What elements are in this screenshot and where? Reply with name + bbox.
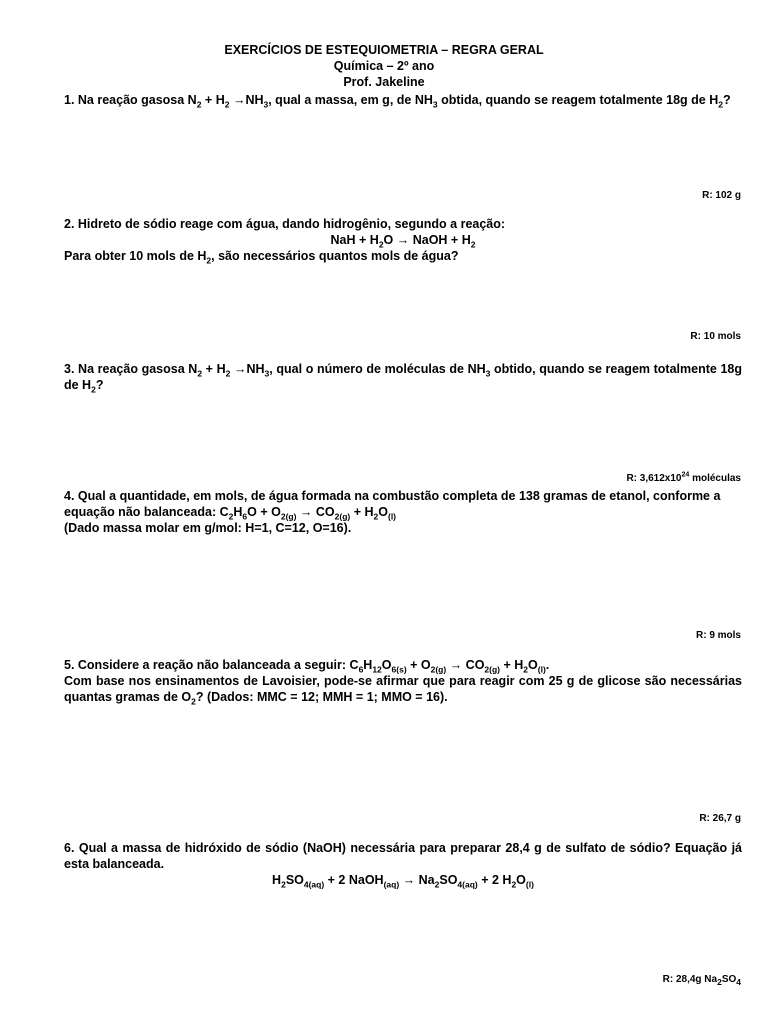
question-6 [64, 840, 742, 888]
question-5-text: Com base nos ensinamentos de Lavoisier, pode-se afirmar que para reagir com 25 g de glicose são necessárias quantas gramas de $O_2$? (Dados: MMC = 12; MMH = 1; MMO = 16). [64, 674, 742, 707]
question-1: 1. Na reação gasosa $N_2 + H_2 \to NH_3$, qual a massa, em g, de $NH_3$ obtida, quando se reagem totalmente 18g de $H_2$? [64, 93, 731, 110]
question-4-data: (Dado massa molar em g/mol: H=1, C=12, O=16). [64, 521, 352, 535]
worksheet-subject: Química – 2º ano [333, 59, 435, 73]
question-5 [64, 657, 742, 705]
question-4-text: 4. Qual a quantidade, em mols, de água formada na combustão completa de 138 gramas de etanol, conforme a [64, 489, 721, 503]
question-2-equation: NaH + $H_2O$ → NaOH + $H_2$ [330, 233, 476, 250]
question-2 [64, 216, 742, 264]
question-6-equation: $H_2SO_{4(aq)} + 2$ NaOH$_{(aq)}$ → $Na_2SO_{4(aq)} + 2$ $H_2O_{(l)}$ [272, 873, 534, 890]
answer-2: R: 10 mols [690, 331, 741, 342]
answer-4: R: 9 mols [695, 630, 741, 641]
worksheet-teacher: Prof. Jakeline [343, 75, 425, 89]
question-6-text: 6. Qual a massa de hidróxido de sódio (NaOH) necessária para preparar 28,4 g de sulfato de sódio? Equação já esta balanceada. [64, 841, 742, 871]
question-3: 3. Na reação gasosa $N_2 + H_2 \to NH_3$, qual o número de moléculas de $NH_3$ obtido, quando se reagem totalmente 18g de $H_2$? [64, 362, 742, 395]
answer-6: R: 28,4g $Na_2SO_4$ [662, 974, 741, 987]
question-4-equation: equação não balanceada: $C_2H_6O + O_{2(g)} \to CO_{2(g)} + H_2O_{(l)}$ [64, 505, 397, 522]
question-2-prompt: Para obter 10 mols de $H_2$, são necessários quantos mols de água? [64, 249, 459, 266]
answer-1: R: 102 g [702, 190, 741, 201]
answer-5: R: 26,7 g [699, 813, 741, 824]
question-5-equation: 5. Considere a reação não balanceada a seguir: $C_6H_{12}O_{6(s)} + O_{2(g)} \to CO_{2(g)} + H_2O_{(l)}$. [64, 658, 550, 675]
question-4 [64, 488, 742, 536]
worksheet-title: EXERCÍCIOS DE ESTEQUIOMETRIA – REGRA GERAL [224, 43, 544, 57]
answer-3: R: $3,612x10^{24}$ moléculas [626, 471, 741, 484]
question-2-text: 2. Hidreto de sódio reage com água, dando hidrogênio, segundo a reação: [64, 217, 506, 231]
worksheet-header [0, 42, 768, 90]
